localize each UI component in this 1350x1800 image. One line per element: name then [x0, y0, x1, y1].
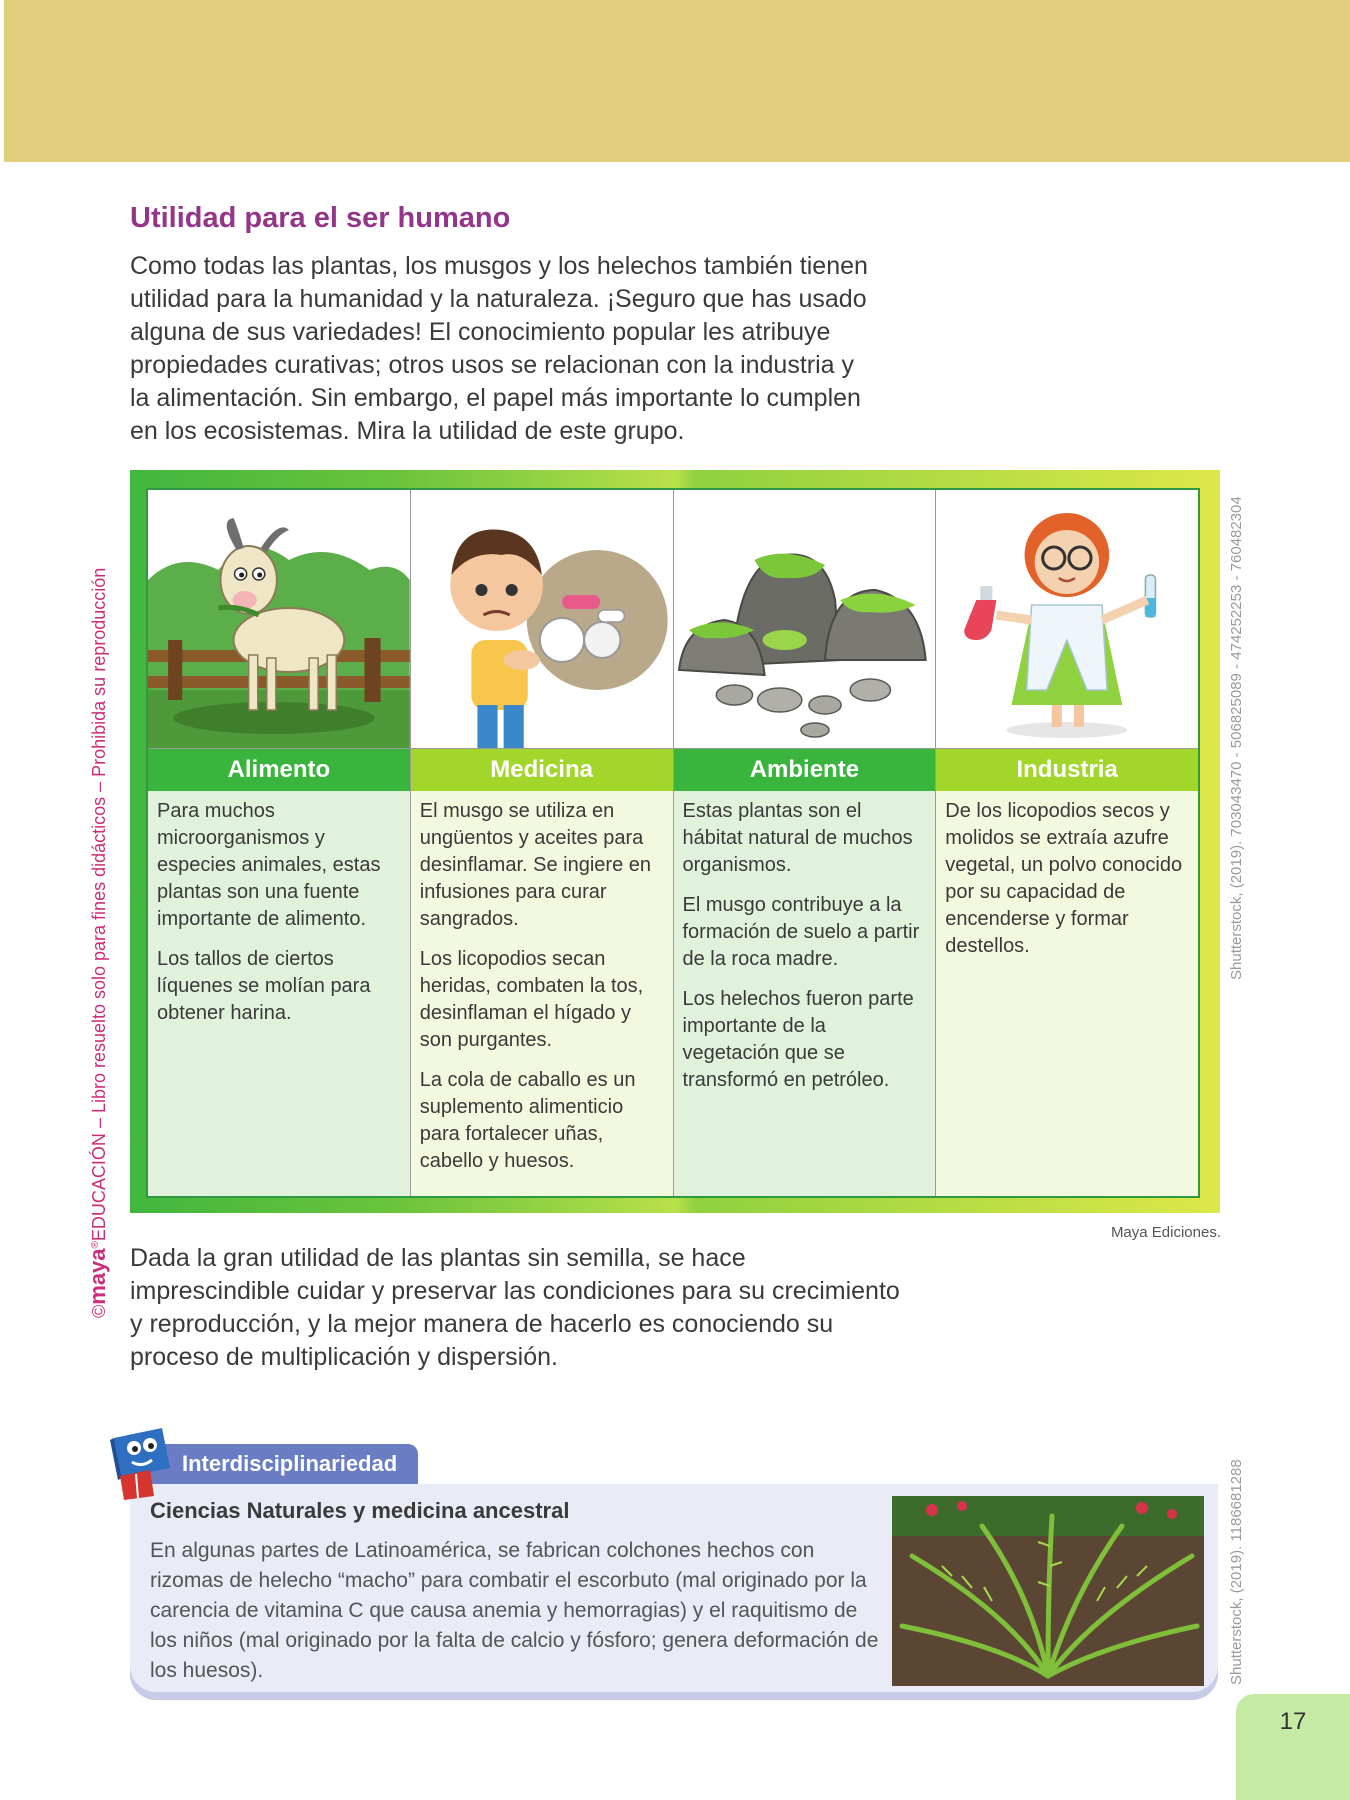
table-caption: Maya Ediciones.	[1110, 1224, 1221, 1241]
section-title: Utilidad para el ser humano	[130, 202, 511, 234]
table-column-environment	[674, 490, 937, 1196]
goat-illustration	[148, 490, 410, 749]
scientist-girl-illustration	[936, 490, 1198, 749]
table-image-credit: Shutterstock, (2019). 703043470 - 506825089 - 474252253 - 760482304	[1228, 496, 1245, 980]
column-body-medicine: El musgo se utiliza en ungüentos y aceites para desinflamar. Se ingiere en infusiones para curar sangrados. Los licopodios secan heridas, combaten la tos, desinflaman el hígado y son purgantes. La cola de caballo es un suplemento alimenticio para fortalecer uñas, cabello y huesos.	[411, 791, 673, 1196]
column-heading-industry: Industria	[936, 749, 1198, 791]
intro-paragraph: Como todas las plantas, los musgos y los helechos también tienen utilidad para la humanidad y la naturaleza. ¡Seguro que has usado alguna de sus variedades! El conocimiento popular les atribuye propiedades curativas; otros usos se relacionan con la industria y la alimentación. Sin embargo, el papel más importante lo cumplen en los ecosistemas. Mira la utilidad de este grupo.	[130, 252, 868, 445]
table-column-industry	[936, 490, 1198, 1196]
fern-image-credit: Shutterstock, (2019). 1186681288	[1228, 1459, 1245, 1685]
utility-table	[146, 488, 1200, 1198]
top-color-band	[0, 0, 1350, 162]
mossy-rocks-illustration	[674, 490, 936, 749]
column-body-food: Para muchos microorganismos y especies animales, estas plantas son una fuente importante de alimento. Los tallos de ciertos líquenes se molían para obtener harina.	[148, 791, 410, 1196]
column-heading-environment: Ambiente	[674, 749, 936, 791]
fern-photo	[892, 1496, 1204, 1686]
interdisciplinary-text: En algunas partes de Latinoamérica, se fabrican colchones hechos con rizomas de helecho “macho” para combatir el escorbuto (mal originado por la carencia de vitamina C que causa anemia y hemorragias) y el raquitismo de los niños (mal originado por la falta de calcio y fósforo; genera deformación de los huesos).	[150, 1539, 879, 1682]
page-number: 17	[1236, 1694, 1350, 1800]
column-body-environment: Estas plantas son el hábitat natural de muchos organismos. El musgo contribuye a la formación de suelo a partir de la roca madre. Los helechos fueron parte importante de la vegetación que se transformó en petróleo.	[674, 791, 936, 1196]
column-heading-medicine: Medicina	[411, 749, 673, 791]
interdisciplinary-box	[130, 1484, 1218, 1700]
closing-paragraph: Dada la gran utilidad de las plantas sin semilla, se hace imprescindible cuidar y preservar las condiciones para su crecimiento y reproducción, y la mejor manera de hacerlo es conociendo su proceso de multiplicación y dispersión.	[130, 1244, 900, 1371]
interdisciplinary-tab: Interdisciplinariedad	[150, 1444, 418, 1484]
table-column-medicine	[411, 490, 674, 1196]
interdisciplinary-title: Ciencias Naturales y medicina ancestral	[150, 1498, 570, 1523]
side-copyright-notice: ©maya®EDUCACIÓN – Libro resuelto solo para fines didácticos – Prohibida su reproducción	[85, 567, 110, 1318]
utility-table-frame	[130, 470, 1220, 1213]
column-body-industry: De los licopodios secos y molidos se extraía azufre vegetal, un polvo conocido por su capacidad de encenderse y formar destellos.	[936, 791, 1198, 1196]
book-mascot-icon	[106, 1424, 180, 1500]
column-heading-food: Alimento	[148, 749, 410, 791]
table-column-food	[148, 490, 411, 1196]
sick-boy-illustration	[411, 490, 673, 749]
maya-brand: maya	[85, 1248, 110, 1305]
